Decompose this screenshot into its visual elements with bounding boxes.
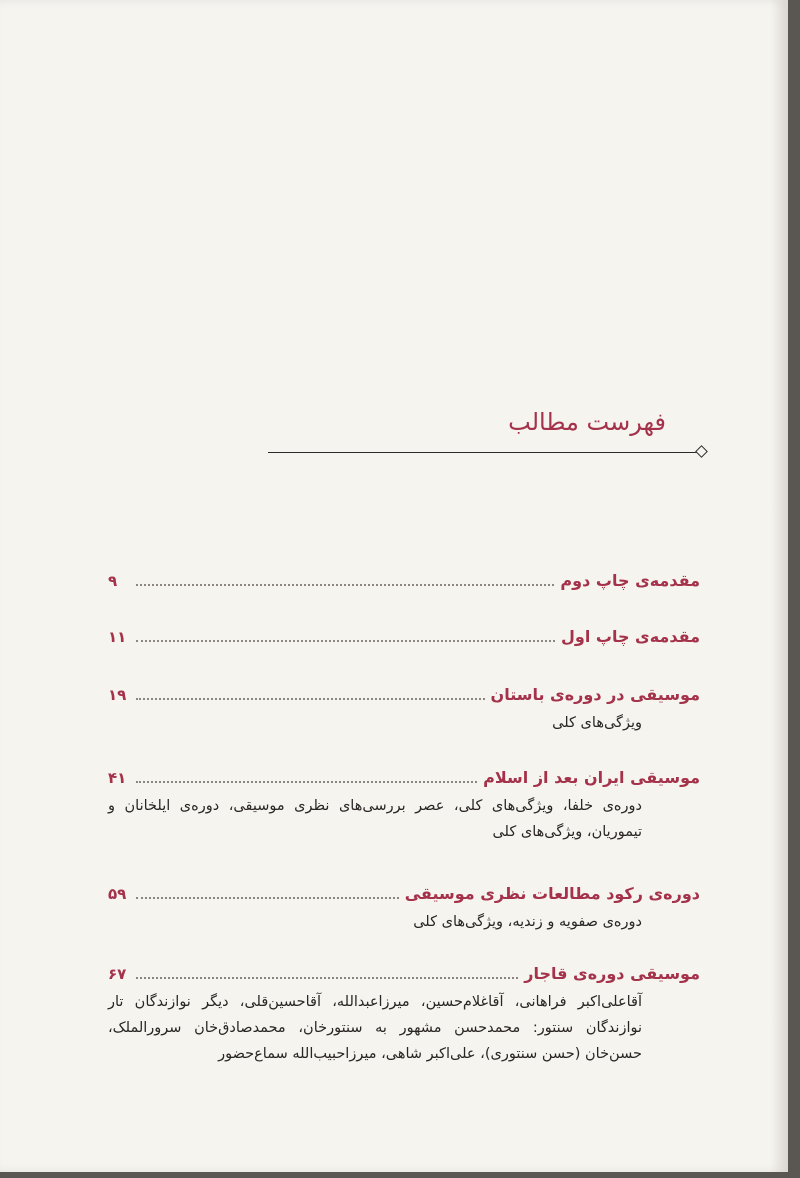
toc-entry-subtopics: آقاعلی‌اکبر فراهانی، آقاغلام‌حسین، میرزاعبدالله، آقاحسین‌قلی، دیگر نوازندگان تار نوازندگان سنتور: محمدحسن مشهور به سنتورخان، محمدصادق‌خان سرورالملک، حسن‌خان (حسن سنتوری)، علی‌اکبر شاهی، میرزاحبیب‌الله سماع‌حضور	[108, 994, 642, 1062]
toc-entry-ancient-music	[108, 680, 700, 736]
toc-entry-title: مقدمه‌ی چاپ اول	[560, 627, 700, 646]
toc-entry-row	[108, 879, 700, 909]
toc-entry-second-edition-preface	[108, 566, 700, 596]
toc-entry-subtopics: دوره‌ی صفویه و زندیه، ویژگی‌های کلی	[413, 914, 642, 930]
toc-entry-subtopics: ویژگی‌های کلی	[552, 715, 642, 731]
toc-entry-post-islam-music	[108, 763, 700, 845]
dot-leader	[136, 624, 555, 642]
page-edge-shadow	[770, 0, 788, 1172]
toc-entry-page-number: ۶۷	[108, 965, 127, 983]
toc-entry-page-number: ۴۱	[108, 769, 127, 787]
toc-entry-page-number: ۹	[108, 572, 118, 590]
toc-entry-title: موسیقی ایران بعد از اسلام	[483, 768, 700, 787]
toc-entry-row	[108, 680, 700, 710]
toc-entry-row	[108, 959, 700, 989]
toc-entry-page-number: ۱۱	[108, 628, 127, 646]
toc-heading: فهرست مطالب	[508, 408, 666, 436]
toc-entry-page-number: ۵۹	[108, 885, 127, 903]
toc-entry-first-edition-preface	[108, 622, 700, 652]
dot-leader	[136, 765, 477, 783]
dot-leader	[136, 682, 485, 700]
toc-entry-subtopics: دوره‌ی خلفا، ویژگی‌های کلی، عصر بررسی‌های نظری موسیقی، دوره‌ی ایلخانان و تیموریان، ویژگی‌های کلی	[108, 798, 642, 840]
dot-leader	[136, 568, 554, 586]
toc-entry-title: دوره‌ی رکود مطالعات نظری موسیقی	[404, 884, 700, 903]
toc-entry-page-number: ۱۹	[108, 686, 127, 704]
toc-entry-row	[108, 566, 700, 596]
toc-entry-stagnation-period	[108, 879, 700, 935]
toc-entry-qajar-music	[108, 959, 700, 1067]
toc-entry-row	[108, 622, 700, 652]
heading-rule	[268, 452, 698, 453]
dot-leader	[136, 961, 518, 979]
toc-entry-row	[108, 763, 700, 793]
toc-entry-title: موسیقی در دوره‌ی باستان	[490, 685, 700, 704]
toc-entry-title: مقدمه‌ی چاپ دوم	[560, 571, 700, 590]
dot-leader	[136, 881, 399, 899]
toc-entry-title: موسیقی دوره‌ی قاجار	[524, 964, 700, 983]
diamond-ornament-icon	[695, 445, 708, 458]
